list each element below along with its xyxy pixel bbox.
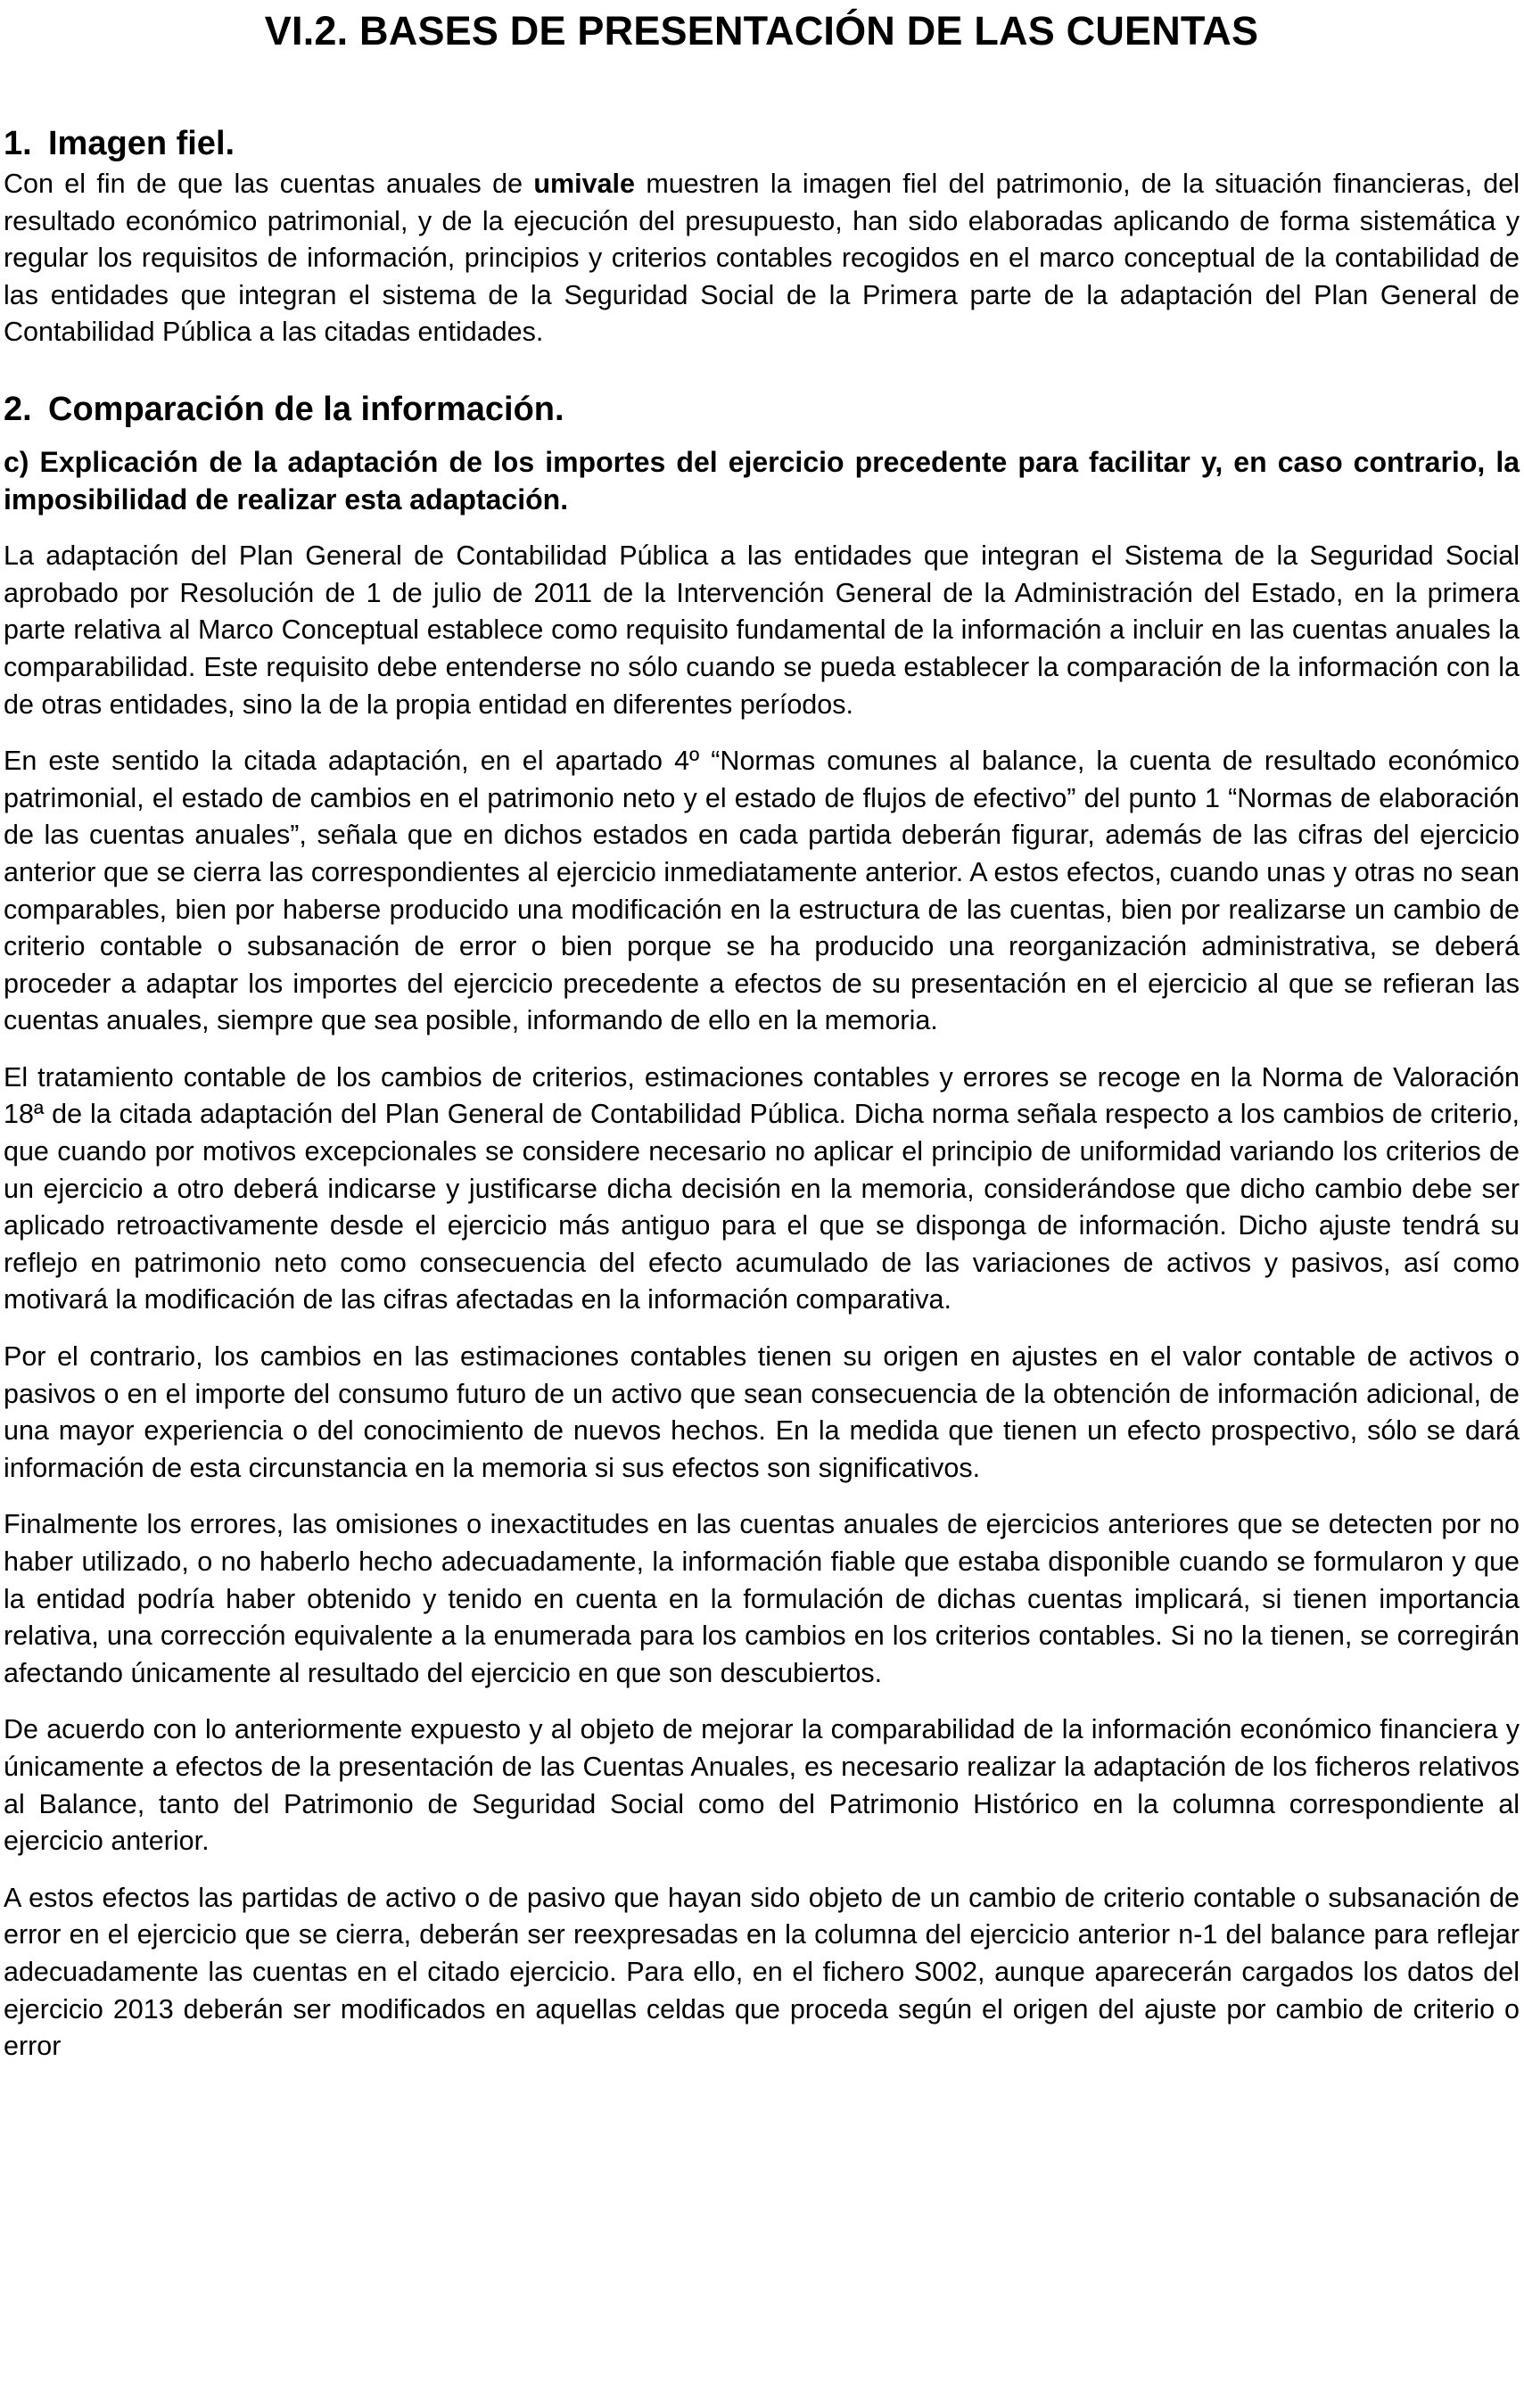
- section-2-paragraph-3: El tratamiento contable de los cambios de criterios, estimaciones contables y errores se recoge en la Norma de Valoración 18ª de la citada adaptación del Plan General de Contabilidad Pública. Dicha norma señala respecto a los cambios de criterio, que cuando por motivos excepcionales se considere necesario no aplicar el principio de uniformidad variando los criterios de un ejercicio a otro deberá indicarse y justificarse dicha decisión en la memoria, considerándose que dicho cambio debe ser aplicado retroactivamente desde el ejercicio más antiguo para el que se disponga de información. Dicho ajuste tendrá su reflejo en patrimonio neto como consecuencia del efecto acumulado de las variaciones de activos y pasivos, así como motivará la modificación de las cifras afectadas en la información comparativa.: [4, 1061, 1520, 1315]
- section-2-paragraph-6: De acuerdo con lo anteriormente expuesto y al objeto de mejorar la comparabilidad de la información económico financiera y únicamente a efectos de la presentación de las Cuentas Anuales, es necesario realizar la adaptación de los ficheros relativos al Balance, tanto del Patrimonio de Seguridad Social como del Patrimonio Histórico en la columna correspondiente al ejercicio anterior.: [4, 1714, 1520, 1857]
- section-2-heading: [4, 387, 1520, 432]
- section-2-paragraph-4: Por el contrario, los cambios en las estimaciones contables tienen su origen en ajustes en el valor contable de activos o pasivos o en el importe del consumo futuro de un activo que sean consecuencia de la obtención de información adicional, de una mayor experiencia o del conocimiento de nuevos hechos. En la medida que tienen un efecto prospectivo, sólo se dará información de esta circunstancia en la memoria si sus efectos son significativos.: [4, 1341, 1520, 1483]
- section-2-subheading: c) Explicación de la adaptación de los importes del ejercicio precedente para facilitar y, en caso contrario, la imposibilidad de realizar esta adaptación.: [4, 445, 1520, 515]
- section-2-paragraph-1: La adaptación del Plan General de Contabilidad Pública a las entidades que integran el Sistema de la Seguridad Social aprobado por Resolución de 1 de julio de 2011 de la Intervención General de la Administración del Estado, en la primera parte relativa al Marco Conceptual establece como requisito fundamental de la información a incluir en las cuentas anuales la comparabilidad. Este requisito debe entenderse no sólo cuando se pueda establecer la comparación de la información con la de otras entidades, sino la de la propia entidad en diferentes períodos.: [4, 540, 1520, 720]
- brand-name: umivale: [533, 169, 635, 199]
- section-2-title: Comparación de la información.: [48, 390, 564, 428]
- section-2-paragraph-7: A estos efectos las partidas de activo o de pasivo que hayan sido objeto de un cambio de criterio contable o subsanación de error en el ejercicio que se cierra, deberán ser reexpresadas en la columna del ejercicio anterior n-1 del balance para reflejar adecuadamente las cuentas en el citado ejercicio. Para ello, en el fichero S002, aunque aparecerán cargados los datos del ejercicio 2013 deberán ser modificados en aquellas celdas que proceda según el origen del ajuste por cambio de criterio o error: [4, 1882, 1520, 2062]
- section-1-title: Imagen fiel.: [48, 125, 235, 162]
- section-1-number: 1.: [4, 125, 32, 162]
- section-2-paragraph-5: Finalmente los errores, las omisiones o inexactitudes en las cuentas anuales de ejercicios anteriores que se detecten por no haber utilizado, o no haberlo hecho adecuadamente, la información fiable que estaba disponible cuando se formularon y que la entidad podría haber obtenido y tenido en cuenta en la formulación de dichas cuentas implicará, si tienen importancia relativa, una corrección equivalente a la enumerada para los cambios en los criterios contables. Si no la tienen, se corregirán afectando únicamente al resultado del ejercicio en que son descubiertos.: [4, 1509, 1520, 1688]
- section-2-paragraph-2: En este sentido la citada adaptación, en el apartado 4º “Normas comunes al balance, la cuenta de resultado económico patrimonial, el estado de cambios en el patrimonio neto y el estado de flujos de efectivo” del punto 1 “Normas de elaboración de las cuentas anuales”, señala que en dichos estados en cada partida deberán figurar, además de las cifras del ejercicio anterior que se cierra las correspondientes al ejercicio inmediatamente anterior. A estos efectos, cuando unas y otras no sean comparables, bien por haberse producido una modificación en la estructura de las cuentas, bien por realizarse un cambio de criterio contable o subsanación de error o bien porque se ha producido una reorganización administrativa, se deberá proceder a adaptar los importes del ejercicio precedente a efectos de su presentación en el ejercicio al que se refieran las cuentas anuales, siempre que sea posible, informando de ello en la memoria.: [4, 746, 1520, 1036]
- page-title: VI.2. BASES DE PRESENTACIÓN DE LAS CUENTAS: [264, 8, 1259, 54]
- document-page: [4, 0, 1520, 2066]
- section-2-number: 2.: [4, 390, 32, 428]
- section-1-paragraph: [4, 166, 1520, 351]
- paragraph-intro-text: Con el fin de que las cuentas anuales de: [4, 169, 534, 199]
- paragraph-rest-text: muestren la imagen fiel del patrimonio, de la situación financieras, del resultado económico patrimonial, y de la ejecución del presupuesto, han sido elaboradas aplicando de forma sistemática y regular los requisitos de información, principios y criterios contables recogidos en el marco conceptual de la contabilidad de las entidades que integran el sistema de la Seguridad Social de la Primera parte de la adaptación del Plan General de Contabilidad Pública a las citadas entidades.: [4, 169, 1520, 348]
- section-1-heading: [4, 121, 1520, 166]
